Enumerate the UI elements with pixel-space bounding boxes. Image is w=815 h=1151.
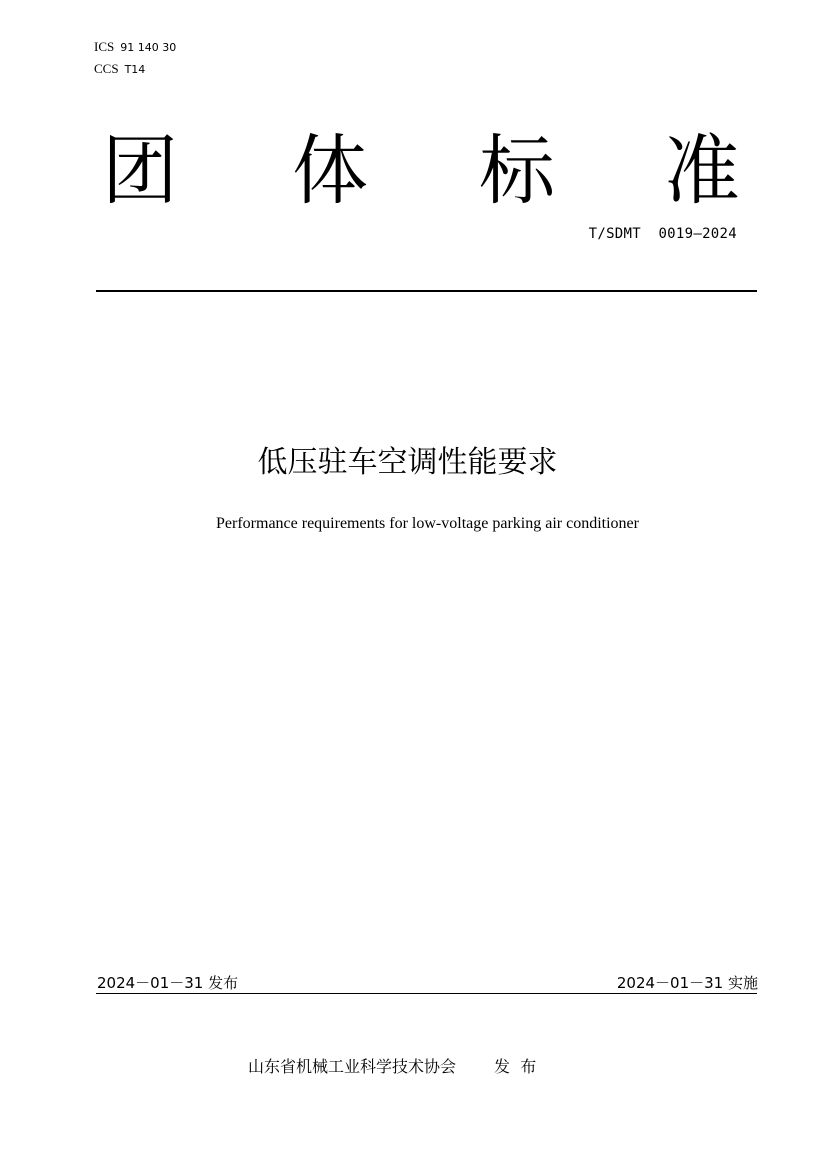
header-char-3: 标 xyxy=(479,126,555,215)
bottom-divider xyxy=(96,993,757,994)
ics-value: 91 140 30 xyxy=(120,41,177,54)
standard-code: T/SDMT 0019—2024 xyxy=(588,226,737,242)
header-char-1: 团 xyxy=(102,126,178,215)
implement-date: 2024－01－31 实施 xyxy=(616,974,758,992)
publisher-name: 山东省机械工业科学技术协会 xyxy=(248,1057,457,1076)
ics-label: ICS xyxy=(94,39,115,54)
header-char-2: 体 xyxy=(292,126,368,215)
ccs-classification xyxy=(94,62,145,77)
ccs-value: T14 xyxy=(124,63,146,76)
document-title-chinese: 低压驻车空调性能要求 xyxy=(257,445,558,480)
publish-date: 2024－01－31 发布 xyxy=(97,974,239,992)
publisher-action: 发 布 xyxy=(494,1057,537,1076)
top-divider xyxy=(96,290,757,292)
ccs-label: CCS xyxy=(94,61,119,76)
ics-classification xyxy=(94,40,176,55)
document-title-english: Performance requirements for low-voltage parking air conditioner xyxy=(216,515,639,532)
header-char-4: 准 xyxy=(664,126,740,215)
publisher-line xyxy=(248,1054,536,1077)
